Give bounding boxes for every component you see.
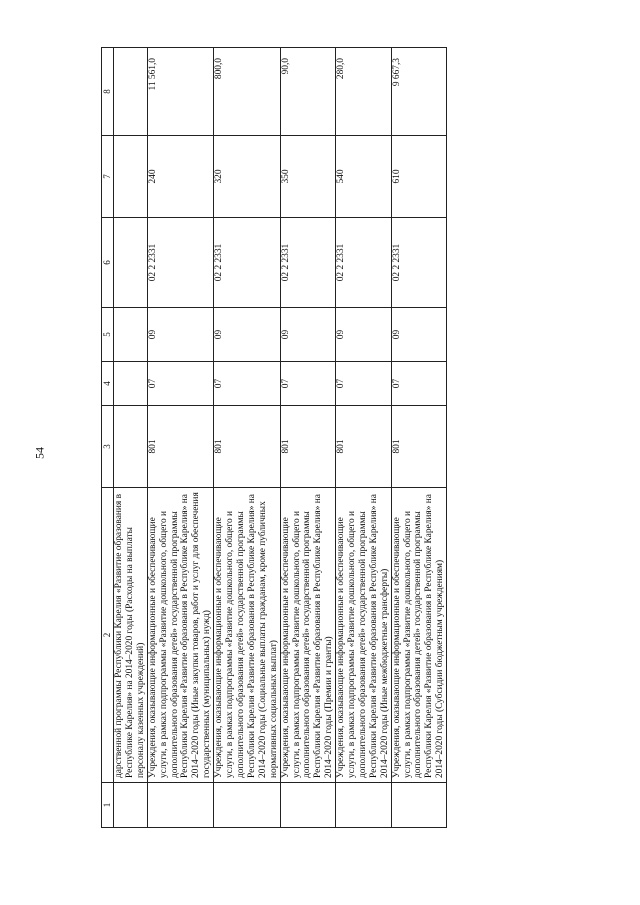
row-subsection-code: 09: [336, 308, 392, 362]
row-admin-code: 801: [391, 406, 447, 488]
budget-table-container: [101, 48, 611, 828]
row-description: Учреждения, оказывающие информационные и обеспечивающие услуги, в рамках подпрограммы «Развитие дошкольного, общего и дополнительного образования детей» государственной программы Республики Карелия «Развитие образования в Республике Карелия» на 2014–2020 годы (Премии и гранты): [280, 488, 336, 783]
header-col-2: 2: [102, 488, 114, 783]
row-expense-type: 350: [280, 136, 336, 218]
header-row: [102, 48, 114, 828]
row-expense-type: 540: [336, 136, 392, 218]
header-col-3: 3: [102, 406, 114, 488]
table-row: [214, 48, 280, 828]
row-index-cell: [280, 783, 336, 828]
row-expense-type: 320: [214, 136, 280, 218]
row-description: дарственной программы Республики Карелия «Развитие образования в Республике Карелия» на 2014–2020 годы (Расходы на выплаты персоналу казенных учреждений): [114, 488, 148, 783]
table-row: [391, 48, 447, 828]
row-section-code: [114, 362, 148, 406]
row-expense-type: [114, 136, 148, 218]
row-description: Учреждения, оказывающие информационные и обеспечивающие услуги, в рамках подпрограммы «Развитие дошкольного, общего и дополнительного образования детей» государственной программы Республики Карелия «Развитие образования в Республике Карелия» на 2014–2020 годы (Иные закупки товаров, работ и услуг для обеспечения государственных (муниципальных) нужд): [147, 488, 213, 783]
row-target-article: 02 2 2331: [280, 218, 336, 308]
row-subsection-code: 09: [280, 308, 336, 362]
row-amount: [114, 48, 148, 136]
row-admin-code: 801: [280, 406, 336, 488]
row-index-cell: [114, 783, 148, 828]
header-col-1: 1: [102, 783, 114, 828]
header-col-8: 8: [102, 48, 114, 136]
row-subsection-code: 09: [391, 308, 447, 362]
table-row: [147, 48, 213, 828]
row-section-code: 07: [280, 362, 336, 406]
row-expense-type: 240: [147, 136, 213, 218]
row-admin-code: 801: [336, 406, 392, 488]
header-col-4: 4: [102, 362, 114, 406]
row-description: Учреждения, оказывающие информационные и обеспечивающие услуги, в рамках подпрограммы «Развитие дошкольного, общего и дополнительного образования детей» государственной программы Республики Карелия «Развитие образования в Республике Карелия» на 2014–2020 годы (Социальные выплаты гражданам, кроме публичных нормативных социальных выплат): [214, 488, 280, 783]
table-row: [336, 48, 392, 828]
row-target-article: 02 2 2331: [147, 218, 213, 308]
table-row: [280, 48, 336, 828]
row-section-code: 07: [214, 362, 280, 406]
row-admin-code: 801: [147, 406, 213, 488]
header-col-5: 5: [102, 308, 114, 362]
header-col-7: 7: [102, 136, 114, 218]
row-admin-code: 801: [214, 406, 280, 488]
row-amount: 280,0: [336, 48, 392, 136]
row-subsection-code: 09: [214, 308, 280, 362]
row-section-code: 07: [147, 362, 213, 406]
row-target-article: [114, 218, 148, 308]
row-target-article: 02 2 2331: [336, 218, 392, 308]
row-index-cell: [147, 783, 213, 828]
row-target-article: 02 2 2331: [391, 218, 447, 308]
row-expense-type: 610: [391, 136, 447, 218]
page-number: 54: [32, 447, 47, 459]
row-admin-code: [114, 406, 148, 488]
row-index-cell: [336, 783, 392, 828]
row-index-cell: [391, 783, 447, 828]
row-index-cell: [214, 783, 280, 828]
budget-table: [101, 47, 447, 828]
row-amount: 9 667,3: [391, 48, 447, 136]
row-target-article: 02 2 2331: [214, 218, 280, 308]
row-amount: 11 561,0: [147, 48, 213, 136]
row-description: Учреждения, оказывающие информационные и обеспечивающие услуги, в рамках подпрограммы «Развитие дошкольного, общего и дополнительного образования детей» государственной программы Республики Карелия «Развитие образования в Республике Карелия» на 2014–2020 годы (Иные межбюджетные трансферты): [336, 488, 392, 783]
row-section-code: 07: [391, 362, 447, 406]
row-section-code: 07: [336, 362, 392, 406]
row-amount: 800,0: [214, 48, 280, 136]
row-amount: 90,0: [280, 48, 336, 136]
row-description: Учреждения, оказывающие информационные и обеспечивающие услуги, в рамках подпрограммы «Развитие дошкольного, общего и дополнительного образования детей» государственной программы Республики Карелия «Развитие образования в Республике Карелия» на 2014–2020 годы (Субсидии бюджетным учреждениям): [391, 488, 447, 783]
row-subsection-code: 09: [147, 308, 213, 362]
table-row: [114, 48, 148, 828]
row-subsection-code: [114, 308, 148, 362]
header-col-6: 6: [102, 218, 114, 308]
